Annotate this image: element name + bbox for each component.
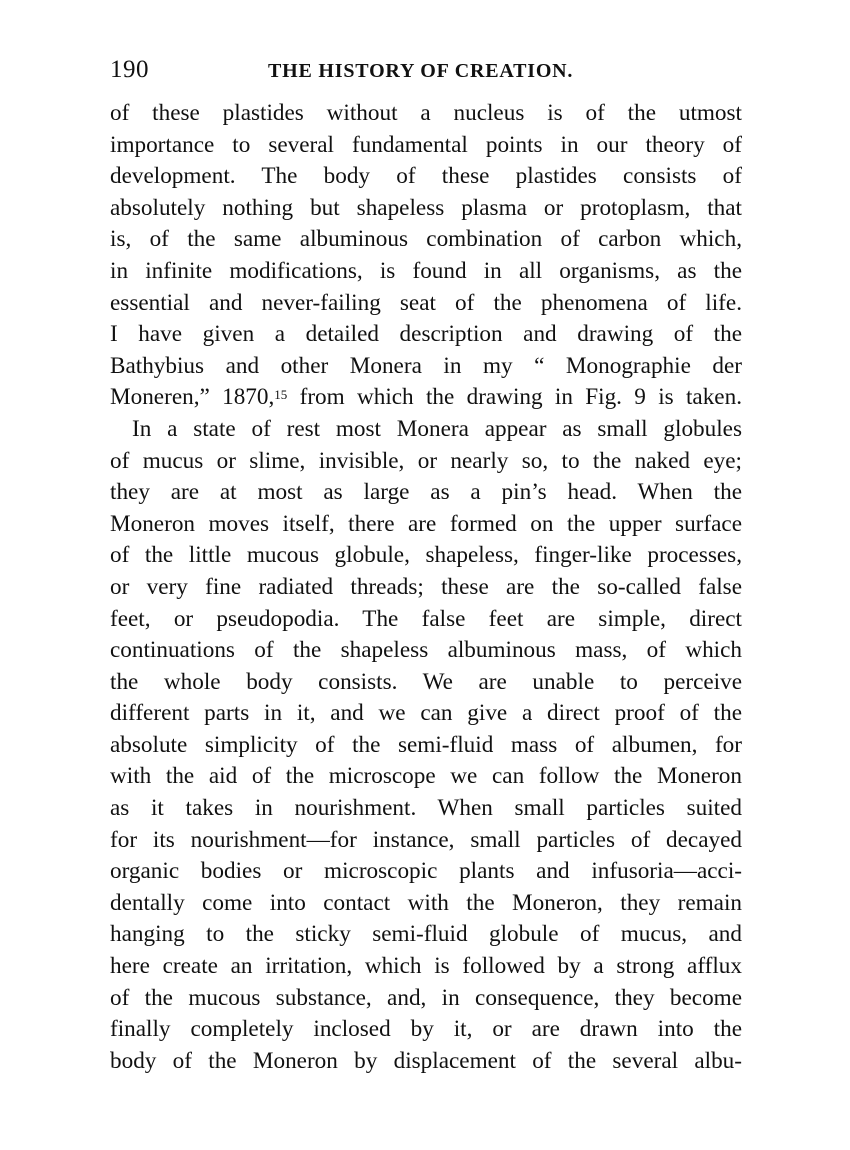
text-line: body of the Moneron by displacement of the several albu- <box>110 1047 742 1074</box>
text-line: In a state of rest most Monera appear as small globules <box>132 415 742 442</box>
text-line: dentally come into contact with the Moneron, they remain <box>110 889 742 916</box>
paragraph <box>110 414 742 1077</box>
text-line: here create an irritation, which is followed by a strong afflux <box>110 953 742 980</box>
text-line: absolute simplicity of the semi-fluid mass of albumen, for <box>110 731 742 758</box>
text-line: in infinite modifications, is found in all organisms, as the <box>110 257 742 284</box>
text-line: organic bodies or microscopic plants and infusoria—acci- <box>110 858 742 885</box>
running-head: THE HISTORY OF CREATION. <box>268 60 574 82</box>
text-line: finally completely inclosed by it, or are drawn into the <box>110 1016 742 1043</box>
text-line: for its nourishment—for instance, small particles of decayed <box>110 826 742 853</box>
text-line: essential and never-failing seat of the phenomena of life. <box>110 289 742 316</box>
text-line: continuations of the shapeless albuminous mass, of which <box>110 637 742 664</box>
text-line: with the aid of the microscope we can follow the Moneron <box>110 763 742 790</box>
body-text <box>110 98 742 1077</box>
text-line: feet, or pseudopodia. The false feet are simple, direct <box>110 605 742 632</box>
page-header <box>110 56 742 90</box>
text-line: as it takes in nourishment. When small particles suited <box>110 795 742 822</box>
text-line: is, of the same albuminous combination of carbon which, <box>110 226 742 253</box>
text-line: of mucus or slime, invisible, or nearly so, to the naked eye; <box>110 447 742 474</box>
footnote-reference[interactable]: 15 <box>274 387 288 403</box>
text-line: of the mucous substance, and, in consequence, they become <box>110 984 742 1011</box>
text-line: of the little mucous globule, shapeless, finger-like processes, <box>110 542 742 569</box>
text-line: hanging to the sticky semi-fluid globule of mucus, and <box>110 921 742 948</box>
text-line: of these plastides without a nucleus is of the utmost <box>110 100 742 126</box>
text-line: Bathybius and other Monera in my “ Monographie der <box>110 352 742 379</box>
text-line: absolutely nothing but shapeless plasma or protoplasm, that <box>110 194 742 221</box>
paragraph <box>110 98 742 414</box>
text-line: the whole body consists. We are unable to perceive <box>110 668 742 695</box>
page-number: 190 <box>110 56 149 83</box>
text-line <box>110 382 742 414</box>
text-line: different parts in it, and we can give a direct proof of the <box>110 700 742 727</box>
text-line: development. The body of these plastides consists of <box>110 163 742 190</box>
text-line: or very fine radiated threads; these are the so-called false <box>110 573 742 600</box>
text-segment: Moneren,” 1870, <box>110 384 275 411</box>
text-line: I have given a detailed description and drawing of the <box>110 321 742 348</box>
text-line: Moneron moves itself, there are formed on the upper surface <box>110 510 742 537</box>
text-line: importance to several fundamental points in our theory of <box>110 131 742 158</box>
text-line: they are at most as large as a pin’s head. When the <box>110 479 742 506</box>
text-segment: from which the drawing in Fig. 9 is taken. <box>287 384 742 411</box>
